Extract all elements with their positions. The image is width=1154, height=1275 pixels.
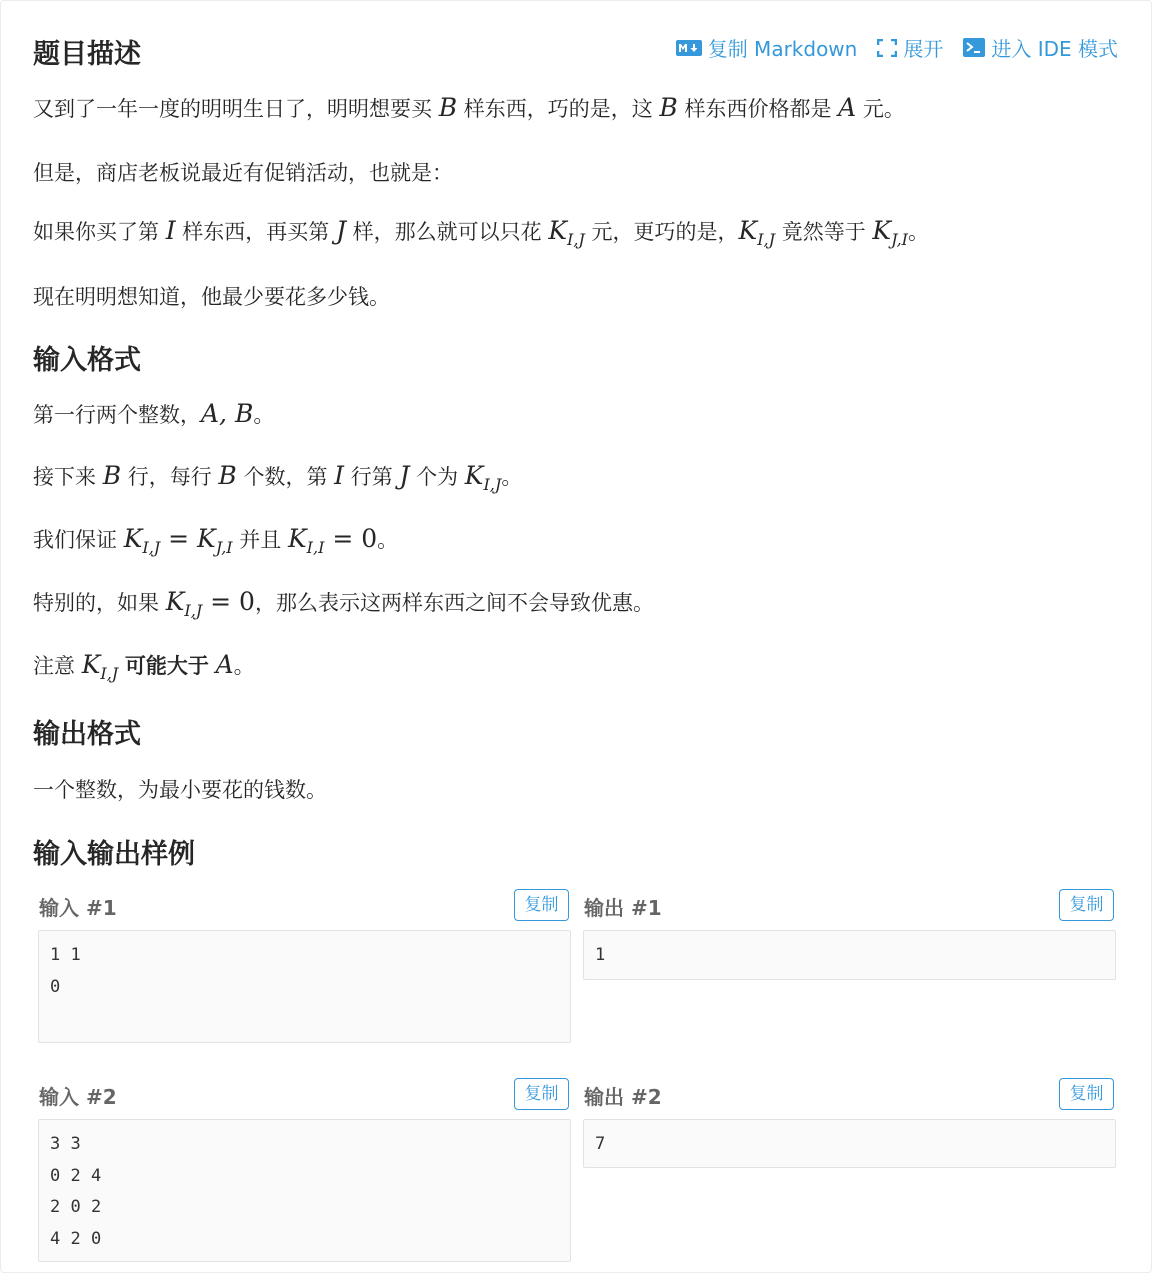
description-paragraph-1: 又到了一年一度的明明生日了，明明想要买 B 样东西，巧的是，这 B 样东西价格都是 A 元。 (33, 93, 905, 122)
markdown-icon (676, 40, 702, 56)
sample-2-output-code: 7 (583, 1119, 1116, 1168)
sample-1-output-code: 1 (583, 930, 1116, 980)
description-paragraph-4: 现在明明想知道，他最少要花多少钱。 (33, 285, 390, 309)
ide-mode-button[interactable] (963, 33, 1118, 62)
sample-1-input-code: 1 1 0 (38, 930, 571, 1043)
problem-toolbar (676, 33, 1118, 62)
input-format-paragraph-4: 特别的，如果 $K_{I,J} = 0$，那么表示这两样东西之间不会导致优惠。 (33, 587, 654, 620)
output-format-heading: 输出格式 (33, 719, 141, 750)
sample-2-output-label: 输出 #2 (584, 1085, 662, 1109)
description-heading: 题目描述 (33, 39, 141, 70)
description-paragraph-3: 如果你买了第 I 样东西，再买第 J 样，那么就可以只花 $K_{I,J}$ 元，更巧的是，$K_{I,J}$ 竟然等于 $K_{J,I}$。 (33, 216, 929, 249)
sample-2-input-code: 3 3 0 2 4 2 0 2 4 2 0 (38, 1119, 571, 1262)
output-format-paragraph-1: 一个整数，为最小要花的钱数。 (33, 778, 327, 802)
sample-2-input-label: 输入 #2 (39, 1085, 117, 1109)
terminal-icon (963, 38, 985, 57)
sample-1-input-label: 输入 #1 (39, 896, 117, 920)
expand-label: 展开 (903, 37, 944, 61)
ide-mode-label: 进入 IDE 模式 (991, 37, 1118, 61)
sample-1-input-copy-button[interactable]: 复制 (514, 889, 569, 921)
input-format-heading: 输入格式 (33, 345, 141, 376)
input-format-paragraph-3: 我们保证 $K_{I,J} = K_{J,I}$ 并且 $K_{I,I} = 0$。 (33, 524, 399, 557)
sample-2-output-copy-button[interactable]: 复制 (1059, 1078, 1114, 1110)
samples-heading: 输入输出样例 (33, 839, 195, 870)
copy-markdown-label: 复制 Markdown (707, 37, 858, 61)
input-format-paragraph-5: 注意 $K_{I,J}$ 可能大于 A。 (33, 650, 255, 683)
sample-2-input-copy-button[interactable]: 复制 (514, 1078, 569, 1110)
sample-1-output-copy-button[interactable]: 复制 (1059, 889, 1114, 921)
description-paragraph-2: 但是，商店老板说最近有促销活动，也就是： (33, 161, 453, 185)
expand-icon (877, 39, 897, 57)
copy-markdown-button[interactable] (676, 33, 858, 62)
sample-1-output-label: 输出 #1 (584, 896, 662, 920)
input-format-paragraph-2: 接下来 B 行，每行 B 个数，第 I 行第 J 个为 $K_{I,J}$。 (33, 461, 523, 494)
input-format-paragraph-1: 第一行两个整数，A, B。 (33, 399, 275, 428)
expand-button[interactable] (877, 33, 943, 62)
